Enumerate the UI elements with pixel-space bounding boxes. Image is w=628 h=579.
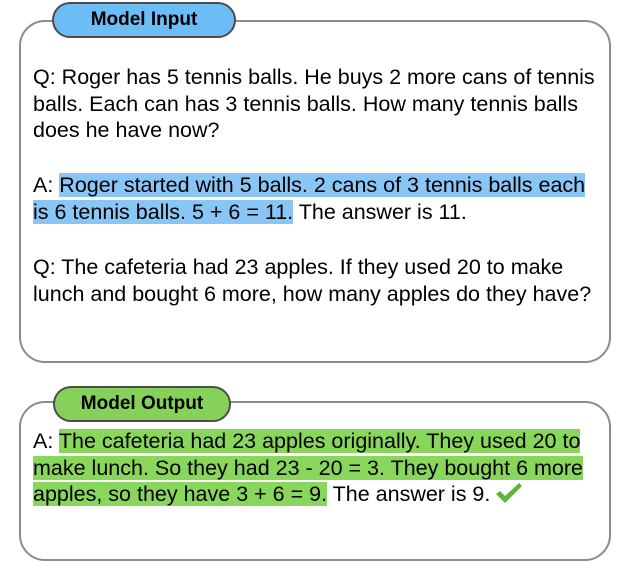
model-input-label: Model Input (52, 2, 236, 38)
model-answer-reasoning-highlight: The cafeteria had 23 apples originally. They used 20 to make lunch. So they had 23 - 20 = 3. They bought 6 more apples, so they have 3 + 6 = 9. (33, 429, 583, 506)
target-question: Q: The cafeteria had 23 apples. If they used 20 to make lunch and bought 6 more, how many apples do they have? (33, 255, 592, 306)
checkmark-icon (494, 481, 524, 505)
example-answer-reasoning-highlight: Roger started with 5 balls. 2 cans of 3 tennis balls each is 6 tennis balls. 5 + 6 = 11. (33, 173, 586, 224)
example-question: Q: Roger has 5 tennis balls. He buys 2 more cans of tennis balls. Each can has 3 tennis balls. How many tennis balls does he have now? (33, 65, 595, 142)
model-answer (33, 428, 603, 508)
model-answer-result: The answer is 9. (327, 482, 491, 506)
example-answer-prefix: A: (33, 173, 60, 197)
model-answer-prefix: A: (33, 429, 59, 453)
example-answer-result: The answer is 11. (293, 199, 467, 224)
example-answer (33, 172, 603, 225)
model-output-label: Model Output (53, 386, 231, 422)
